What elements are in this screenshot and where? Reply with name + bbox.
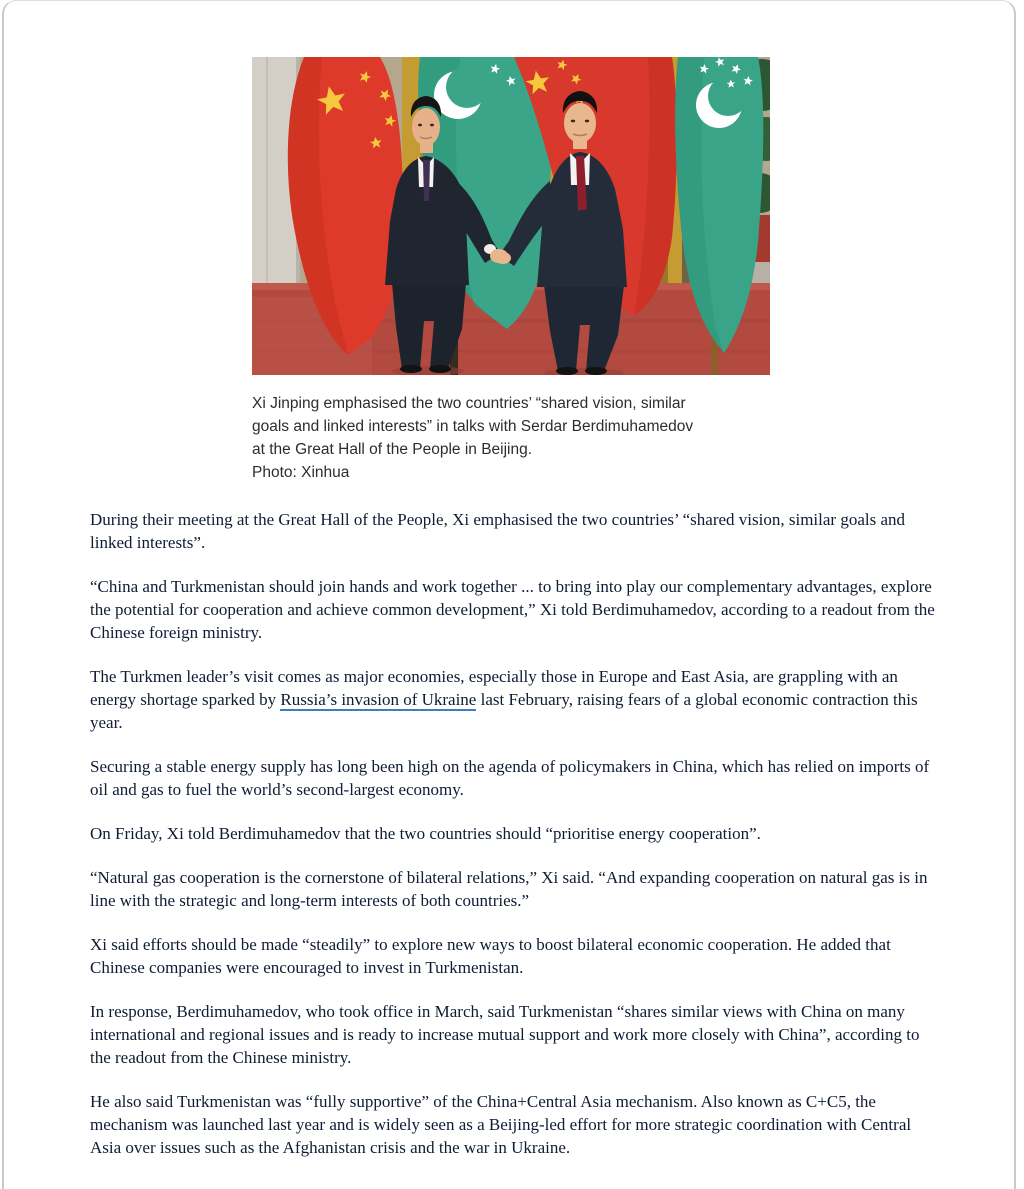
article-paragraph [90, 575, 939, 644]
paragraph-text: He also said Turkmenistan was “fully supportive” of the China+Central Asia mechanism. Also known as C+C5, the mechanism was launched last year and is widely seen as a Beijing-led effort for more strategic coordination with Central Asia over issues such as the Afghanistan crisis and the war in Ukraine. [90, 1092, 912, 1157]
article-paragraph [90, 866, 939, 912]
paragraph-text: “China and Turkmenistan should join hands and work together ... to bring into play our complementary advantages, explore the potential for cooperation and achieve common development,” Xi told Berdimuhamedov, according to a readout from the Chinese foreign ministry. [90, 577, 935, 642]
photo-credit: Photo: Xinhua [252, 464, 350, 481]
article-paragraph [90, 1000, 939, 1069]
article-paragraph [90, 933, 939, 979]
inline-link-russia-ukraine[interactable]: Russia’s invasion of Ukraine [280, 690, 477, 709]
article-paragraph [90, 1090, 939, 1159]
paragraph-text: last February, raising fears of a global economic contraction this year. [90, 690, 918, 732]
photo-caption: Xi Jinping emphasised the two countries’ “shared vision, similar goals and linked interests” in talks with Serdar Berdimuhamedov at the Great Hall of the People in Beijing. [252, 395, 694, 458]
handshake [490, 249, 508, 263]
article-paragraph [90, 755, 939, 801]
paragraph-text: Securing a stable energy supply has long been high on the agenda of policymakers in China, which has relied on imports of oil and gas to fuel the world’s second-largest economy. [90, 757, 930, 799]
paragraph-text: “Natural gas cooperation is the cornerstone of bilateral relations,” Xi said. “And expanding cooperation on natural gas is in line with the strategic and long-term interests of both countries.” [90, 868, 928, 910]
article-body [90, 508, 939, 1180]
paragraph-text: In response, Berdimuhamedov, who took office in March, said Turkmenistan “shares similar views with China on many international and regional issues and is ready to increase mutual support and work more closely with China”, according to the readout from the Chinese ministry. [90, 1002, 920, 1067]
article-paragraph [90, 665, 939, 734]
article-paragraph [90, 508, 939, 554]
paragraph-text: Xi said efforts should be made “steadily” to explore new ways to boost bilateral economic cooperation. He added that Chinese companies were encouraged to invest in Turkmenistan. [90, 935, 891, 977]
paragraph-text: On Friday, Xi told Berdimuhamedov that the two countries should “prioritise energy cooperation”. [90, 824, 761, 843]
paragraph-text: The Turkmen leader’s visit comes as major economies, especially those in Europe and East Asia, are grappling with an energy shortage sparked by [90, 667, 898, 709]
article-page [2, 0, 1016, 1189]
photo-caption-block [252, 392, 710, 484]
article-photo [252, 57, 770, 375]
article-paragraph [90, 822, 939, 845]
paragraph-text: During their meeting at the Great Hall of the People, Xi emphasised the two countries’ “shared vision, similar goals and linked interests”. [90, 510, 905, 552]
